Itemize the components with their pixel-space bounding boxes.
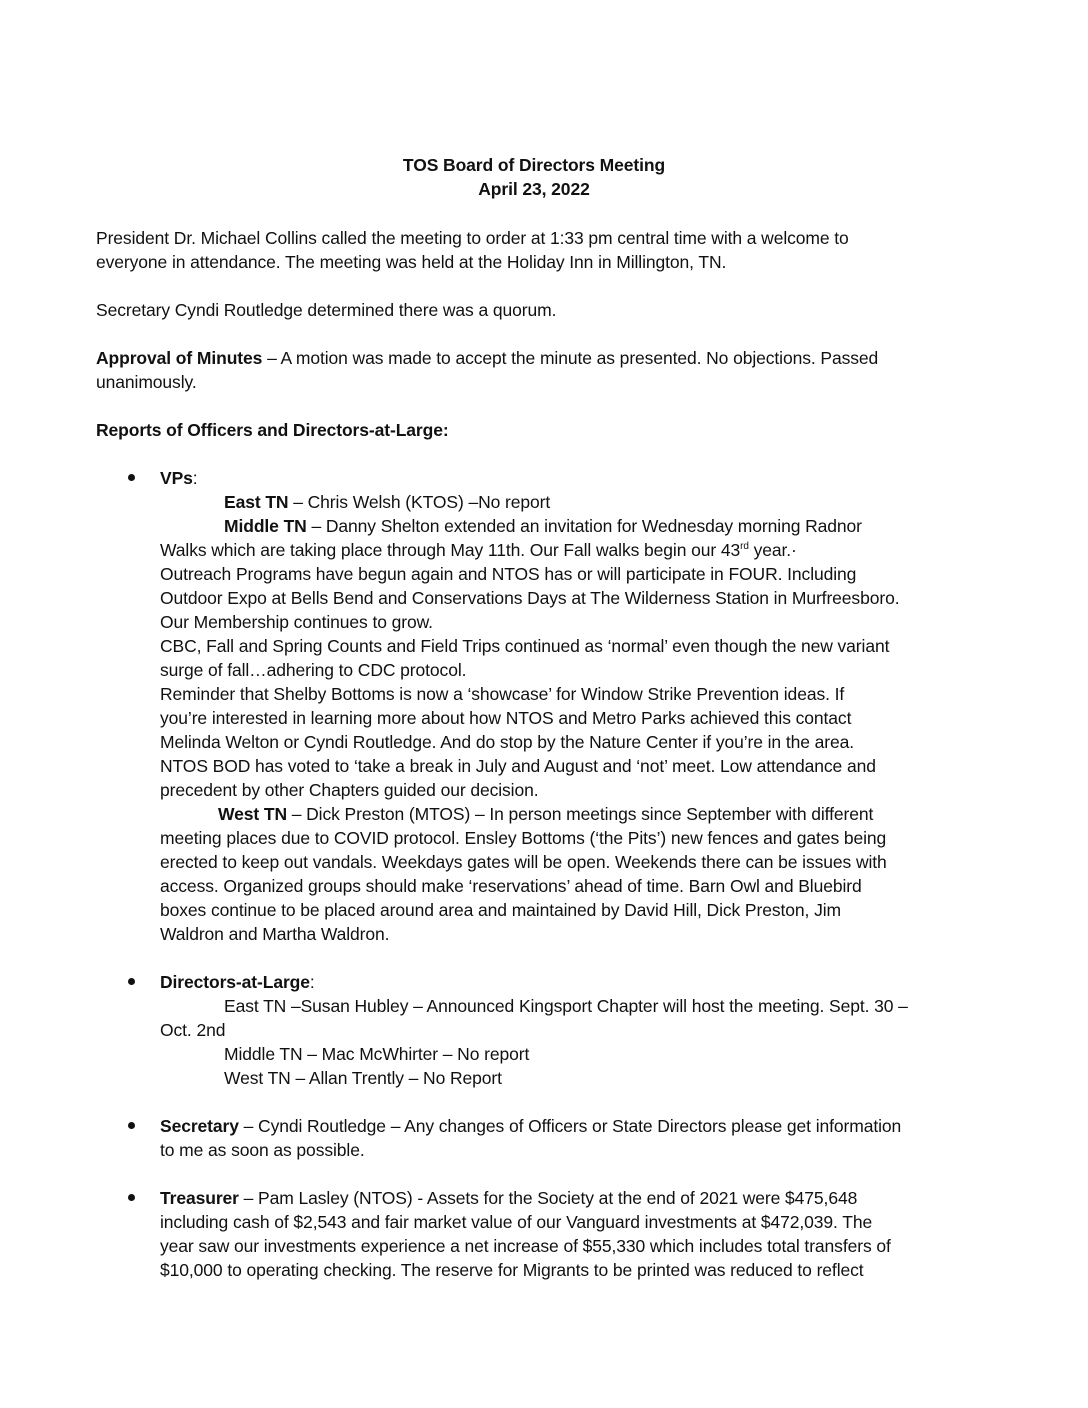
vp-east-label: East TN (224, 492, 289, 512)
dal-middle-line: Middle TN – Mac McWhirter – No report (224, 1044, 530, 1064)
treasurer-line: including cash of $2,543 and fair market value of our Vanguard investments at $472,039. The (160, 1212, 873, 1232)
vp-middle-line: Outdoor Expo at Bells Bend and Conservations Days at The Wilderness Station in Murfreesboro. (160, 588, 900, 608)
vp-middle-line: Melinda Welton or Cyndi Routledge. And do stop by the Nature Center if you’re in the area. (160, 732, 855, 752)
document-date: April 23, 2022 (478, 179, 590, 199)
vp-middle-text: – Danny Shelton extended an invitation for Wednesday morning Radnor (306, 516, 862, 536)
vp-middle-line: you’re interested in learning more about how NTOS and Metro Parks achieved this contact (160, 708, 852, 728)
dal-west-line: West TN – Allan Trently – No Report (224, 1068, 502, 1088)
vp-middle-line: Reminder that Shelby Bottoms is now a ‘showcase’ for Window Strike Prevention ideas. If (160, 684, 845, 704)
dal-east-line: Oct. 2nd (160, 1020, 226, 1040)
intro-line: everyone in attendance. The meeting was held at the Holiday Inn in Millington, TN. (96, 252, 727, 272)
vp-middle-label: Middle TN (224, 516, 307, 536)
vp-middle-text: Walks which are taking place through May 11th. Our Fall walks begin our 43 (160, 540, 741, 560)
vp-middle-line: NTOS BOD has voted to ‘take a break in July and August and ‘not’ meet. Low attendance and (160, 756, 876, 776)
dal-east-line: East TN –Susan Hubley – Announced Kingsport Chapter will host the meeting. Sept. 30 – (224, 996, 908, 1016)
vp-west-line: meeting places due to COVID protocol. Ensley Bottoms (‘the Pits’) new fences and gates being (160, 828, 887, 848)
vps-heading-line (160, 466, 198, 490)
treasurer-heading: Treasurer (160, 1188, 239, 1208)
vp-west-line: access. Organized groups should make ‘reservations’ ahead of time. Barn Owl and Bluebird (160, 876, 862, 896)
dal-heading-line (160, 970, 315, 994)
vp-middle-line (224, 514, 862, 538)
intro-line: President Dr. Michael Collins called the meeting to order at 1:33 pm central time with a welcome to (96, 228, 849, 248)
vp-east-text: – Chris Welsh (KTOS) –No report (288, 492, 551, 512)
ordinal-suffix: rd (740, 541, 749, 552)
secretary-heading: Secretary (160, 1116, 239, 1136)
bullet-icon (128, 474, 135, 481)
vp-west-text: – Dick Preston (MTOS) – In person meetings since September with different (286, 804, 874, 824)
vp-middle-line: precedent by other Chapters guided our decision. (160, 780, 539, 800)
vp-middle-line: CBC, Fall and Spring Counts and Field Trips continued as ‘normal’ even though the new variant (160, 636, 890, 656)
bullet-icon (128, 1194, 135, 1201)
minutes-line: unanimously. (96, 372, 197, 392)
dal-colon: : (309, 972, 315, 992)
vp-east-line (224, 490, 550, 514)
vps-heading: VPs (160, 468, 193, 488)
vp-middle-line (160, 538, 797, 562)
vp-west-line (218, 802, 873, 826)
treasurer-line: $10,000 to operating checking. The reserve for Migrants to be printed was reduced to reflect (160, 1260, 864, 1280)
vp-middle-line: Outreach Programs have begun again and NTOS has or will participate in FOUR. Including (160, 564, 857, 584)
vp-middle-line: Our Membership continues to grow. (160, 612, 433, 632)
dal-heading: Directors-at-Large (160, 972, 310, 992)
document-title: TOS Board of Directors Meeting (402, 155, 666, 175)
secretary-line: to me as soon as possible. (160, 1140, 365, 1160)
vp-middle-line: surge of fall…adhering to CDC protocol. (160, 660, 467, 680)
treasurer-text: – Pam Lasley (NTOS) - Assets for the Society at the end of 2021 were $475,648 (238, 1188, 858, 1208)
quorum-line: Secretary Cyndi Routledge determined there was a quorum. (96, 300, 557, 320)
minutes-text: – A motion was made to accept the minute as presented. No objections. Passed (262, 348, 879, 368)
bullet-icon (128, 1122, 135, 1129)
vp-middle-text: year.· (748, 540, 797, 560)
secretary-line (160, 1114, 901, 1138)
vp-west-label: West TN (218, 804, 287, 824)
treasurer-line (160, 1186, 857, 1210)
minutes-heading: Approval of Minutes (96, 348, 263, 368)
vp-west-line: erected to keep out vandals. Weekdays gates will be open. Weekends there can be issues with (160, 852, 887, 872)
reports-heading: Reports of Officers and Directors-at-Large: (96, 420, 449, 440)
vp-west-line: boxes continue to be placed around area and maintained by David Hill, Dick Preston, Jim (160, 900, 841, 920)
bullet-icon (128, 978, 135, 985)
vps-colon: : (192, 468, 198, 488)
vp-west-line: Waldron and Martha Waldron. (160, 924, 390, 944)
secretary-text: – Cyndi Routledge – Any changes of Officers or State Directors please get information (238, 1116, 902, 1136)
treasurer-line: year saw our investments experience a net increase of $55,330 which includes total transfers of (160, 1236, 891, 1256)
minutes-line (96, 346, 878, 370)
